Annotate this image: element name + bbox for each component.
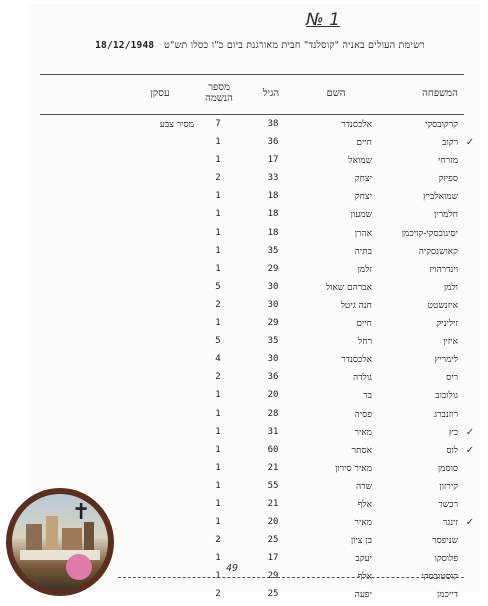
table-row (0, 461, 488, 479)
cell-number: 1 (215, 209, 221, 220)
cell-first-name: יפעה (354, 590, 372, 601)
cell-family: רוזנברג (434, 409, 458, 420)
table-row (0, 388, 488, 406)
page-number: № 1 (306, 10, 340, 30)
cell-age: 18 (267, 227, 279, 238)
table-row (0, 171, 488, 189)
cell-family: ספיזק (438, 174, 458, 185)
table-row (0, 334, 488, 352)
logo-image (12, 494, 108, 590)
cell-number: 1 (215, 553, 221, 564)
cell-first-name: מאיר (354, 518, 372, 529)
heritage-collage-logo-icon (6, 488, 114, 596)
title-date: 18/12/1948 (95, 40, 155, 51)
cell-number: 1 (215, 571, 221, 582)
cell-number: 1 (215, 390, 221, 401)
cell-first-name: שרה (356, 481, 372, 492)
table-row (0, 117, 488, 135)
table-row (0, 226, 488, 244)
cell-first-name: אלכסנדר (341, 355, 372, 366)
cell-family: גולובוב (435, 391, 458, 402)
cell-family: קוסטובסקי (421, 572, 458, 583)
cell-age: 20 (267, 390, 279, 401)
cell-number: 1 (215, 426, 221, 437)
table-row (0, 407, 488, 425)
cell-family: כץ (448, 427, 458, 438)
cell-age: 30 (267, 281, 279, 292)
cell-first-name: רחל (358, 337, 372, 348)
check-mark-icon: ✓ (465, 137, 475, 149)
table-row (0, 352, 488, 370)
cell-family: ולמן (443, 282, 458, 293)
header-top-rule (40, 74, 464, 75)
cell-age: 18 (267, 209, 279, 220)
cell-first-name: גולדה (353, 373, 372, 384)
cell-family: חלמרין (434, 210, 458, 221)
cell-age: 18 (267, 191, 279, 202)
check-mark-icon: ✓ (465, 517, 475, 529)
cell-age: 30 (267, 354, 279, 365)
cell-first-name: זלמן (357, 264, 372, 275)
cell-first-name: חיים (356, 319, 372, 330)
cell-first-name: אברהם שאול (325, 282, 372, 293)
title-text: רשימת העולים באניה "קוסלנד" חבית מאורגנת ביום כ"ו כסלו תש"ט (164, 40, 425, 51)
cell-family: שניפסר (432, 536, 458, 547)
cell-number: 1 (215, 318, 221, 329)
cell-age: 31 (267, 426, 279, 437)
cell-first-name: אסתר (351, 445, 372, 456)
header-bottom-rule (40, 114, 464, 115)
cell-age: 60 (267, 444, 279, 455)
cell-number: 7 (215, 119, 221, 129)
table-row (0, 135, 488, 153)
table-row (0, 443, 488, 461)
cell-family: פלוסקו (434, 554, 458, 565)
cell-number: 1 (215, 227, 221, 238)
cell-number: 4 (215, 354, 221, 365)
cell-number: 1 (215, 263, 221, 274)
cell-family: קירזון (439, 481, 458, 492)
cell-age: 21 (267, 462, 279, 473)
cell-first-name: שמעון (350, 210, 372, 221)
cell-age: 36 (267, 137, 279, 148)
cell-family: קאושנסקיה (418, 246, 458, 257)
cell-first-name: חנה גיטל (340, 300, 372, 311)
cell-number: 1 (215, 480, 221, 491)
cell-first-name: בתיה (354, 246, 372, 257)
cell-number: 2 (215, 173, 221, 184)
cell-age: 36 (267, 372, 279, 383)
cell-number: 1 (215, 191, 221, 202)
cell-first-name: מאיר סירון (335, 463, 372, 474)
cell-number: 2 (215, 535, 221, 546)
cell-family: איזנשטט (427, 300, 458, 311)
document-title (58, 40, 462, 51)
cell-age: 29 (267, 263, 279, 274)
cell-family: ריס (446, 373, 458, 384)
check-mark-icon: ✓ (465, 444, 475, 456)
table-row (0, 370, 488, 388)
table-row (0, 244, 488, 262)
cell-number: 1 (215, 137, 221, 148)
cell-age: 17 (267, 155, 279, 166)
cell-number: 5 (215, 336, 221, 347)
cell-number: 1 (215, 245, 221, 256)
cell-number: 1 (215, 155, 221, 166)
cell-first-name: פסיה (354, 409, 372, 420)
table-row (0, 316, 488, 334)
cell-family: איזין (443, 337, 458, 348)
cell-first-name: יצחק (354, 174, 372, 185)
cell-first-name: אלף (357, 499, 372, 510)
cell-age: 29 (267, 318, 279, 329)
cell-number: 1 (215, 517, 221, 528)
cell-age: 29 (267, 571, 279, 582)
table-row (0, 153, 488, 171)
cell-family: זינגר (442, 518, 458, 529)
table-header (0, 82, 488, 110)
cell-family: שמואלביץ (422, 192, 458, 203)
table-row (0, 280, 488, 298)
cell-family: לימריץ (434, 355, 458, 366)
cell-number: 1 (215, 498, 221, 509)
table-row (0, 189, 488, 207)
header-number: מספר הנשמה (205, 82, 233, 104)
cell-age: 55 (267, 480, 279, 491)
cell-first-name: אלף (357, 572, 372, 583)
cell-family: מזרחי (438, 156, 458, 167)
table-end-rule (118, 577, 464, 578)
cell-number: 2 (215, 589, 221, 600)
table-row (0, 207, 488, 225)
cell-number: 1 (215, 408, 221, 419)
header-age: הגיל (262, 88, 280, 99)
cell-number: 2 (215, 299, 221, 310)
cell-family: רקוב (442, 138, 458, 149)
cell-age: 21 (267, 498, 279, 509)
cell-number: 5 (215, 281, 221, 292)
cross-icon: ✝ (72, 500, 91, 525)
cell-family: לוס (446, 445, 458, 456)
cell-number: 2 (215, 372, 221, 383)
cell-family: סוסמן (437, 463, 458, 474)
cell-first-name: יעקב (355, 554, 372, 565)
table-row (0, 262, 488, 280)
cell-age: 30 (267, 299, 279, 310)
cell-age: 35 (267, 336, 279, 347)
cell-family: רכשר (438, 499, 458, 510)
header-first-name: השם (326, 88, 346, 99)
cell-family: וינדרהויז (429, 264, 458, 275)
cell-age: 17 (267, 553, 279, 564)
cell-first-name: מאיר (354, 427, 372, 438)
cell-family: דייכמן (436, 590, 458, 601)
cell-number: 1 (215, 444, 221, 455)
cell-family: יסינובסקי-קויכמן (401, 228, 458, 239)
cell-age: 25 (267, 535, 279, 546)
cell-age: 25 (267, 589, 279, 600)
header-family: המשפחה (422, 88, 458, 99)
cell-first-name: בן ציון (350, 536, 372, 547)
cell-first-name: חיים (356, 138, 372, 149)
cell-family: זיליניק (436, 319, 458, 330)
check-mark-icon: ✓ (465, 426, 475, 438)
footer-total: 49 (226, 563, 239, 574)
cell-first-name: שמואל (348, 156, 372, 167)
cell-first-name: אהרן (354, 228, 372, 239)
cell-first-name: אלכסנדר (341, 120, 372, 130)
cell-age: 35 (267, 245, 279, 256)
cell-age: 28 (267, 408, 279, 419)
header-occupation: עסקן (150, 88, 170, 99)
cell-age: 20 (267, 517, 279, 528)
cell-number: 1 (215, 462, 221, 473)
table-row (0, 425, 488, 443)
cell-occupation: מסיר צבע (159, 120, 194, 130)
cell-age: 38 (267, 119, 279, 129)
cell-age: 33 (267, 173, 279, 184)
table-row (0, 298, 488, 316)
cell-first-name: יצחק (354, 192, 372, 203)
cell-family: קרקובסקי (425, 120, 458, 130)
cell-first-name: בר (363, 391, 372, 402)
